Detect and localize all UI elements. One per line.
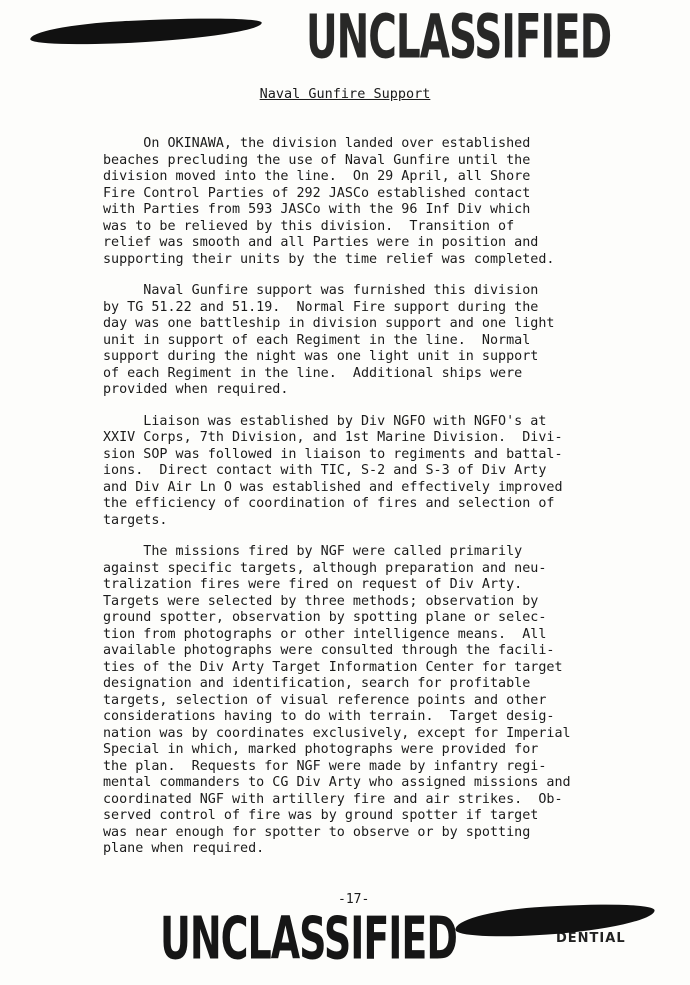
text-line: considerations having to do with terrain. Target desig- (103, 709, 555, 724)
text-line: coordinated NGF with artillery fire and air strikes. Ob- (103, 791, 563, 807)
unclassified-stamp-top: UNCLASSIFIED (306, 3, 612, 74)
text-line: nation was by coordinates exclusively, except for Imperial (103, 725, 571, 741)
text-line: and Div Air Ln O was established and effectively improved (103, 479, 563, 495)
text-line: Targets were selected by three methods; observation by (103, 593, 539, 609)
text-line: XXIV Corps, 7th Division, and 1st Marine Division. Divi- (103, 430, 563, 445)
text-line: relief was smooth and all Parties were in position and (103, 235, 539, 250)
text-line: beaches precluding the use of Naval Gunfire until the (103, 152, 531, 168)
text-line: support during the night was one light unit in support (103, 349, 539, 364)
text-line: unit in support of each Regiment in the line. Normal (103, 332, 531, 348)
paragraph (103, 136, 663, 268)
text-line: served control of fire was by ground spotter if target (103, 808, 539, 823)
text-line: was to be relieved by this division. Transition of (103, 218, 515, 234)
text-line: Fire Control Parties of 292 JASCo established contact (103, 185, 531, 201)
text-line: against specific targets, although preparation and neu- (103, 560, 547, 576)
text-line: sion SOP was followed in liaison to regiments and battal- (103, 446, 563, 462)
text-line: by TG 51.22 and 51.19. Normal Fire support during the (103, 299, 539, 315)
text-line: On OKINAWA, the division landed over established (103, 136, 531, 151)
text-line: supporting their units by the time relief was completed. (103, 251, 555, 267)
text-line: The missions fired by NGF were called primarily (103, 544, 523, 559)
struck-classification-text: DENTIAL (556, 931, 626, 946)
text-line: of each Regiment in the line. Additional ships were (103, 365, 523, 381)
text-line: ground spotter, observation by spotting plane or selec- (103, 610, 547, 625)
text-line: available photographs were consulted through the facili- (103, 643, 555, 658)
unclassified-stamp-bottom: UNCLASSIFIED (160, 904, 457, 973)
text-line: was near enough for spotter to observe or by spotting (103, 824, 531, 840)
paragraph (103, 283, 663, 399)
section-heading: Naval Gunfire Support (259, 86, 431, 102)
text-line: provided when required. (103, 382, 289, 397)
text-line: Special in which, marked photographs were provided for (103, 742, 539, 757)
text-line: targets, selection of visual reference points and other (103, 692, 547, 708)
text-line: the plan. Requests for NGF were made by infantry regi- (103, 758, 547, 774)
text-line: ties of the Div Arty Target Information Center for target (103, 659, 563, 675)
body-text (103, 136, 663, 873)
paragraph (103, 414, 663, 530)
text-line: plane when required. (103, 841, 265, 856)
text-line: Liaison was established by Div NGFO with NGFO's at (103, 413, 547, 429)
text-line: designation and identification, search for profitable (103, 676, 531, 691)
redaction-mark-top (30, 14, 263, 48)
page-number: -17- (338, 892, 370, 907)
text-line: division moved into the line. On 29 April, all Shore (103, 169, 531, 184)
text-line: the efficiency of coordination of fires and selection of (103, 496, 555, 511)
text-line: ions. Direct contact with TIC, S-2 and S-3 of Div Arty (103, 463, 547, 478)
text-line: with Parties from 593 JASCo with the 96 Inf Div which (103, 202, 531, 217)
text-line: Naval Gunfire support was furnished this division (103, 283, 539, 298)
paragraph (103, 544, 663, 858)
text-line: mental commanders to CG Div Arty who assigned missions and (103, 775, 571, 790)
text-line: day was one battleship in division support and one light (103, 316, 555, 331)
text-line: tralization fires were fired on request of Div Arty. (103, 577, 523, 592)
text-line: targets. (103, 512, 168, 528)
text-line: tion from photographs or other intelligence means. All (103, 626, 547, 642)
